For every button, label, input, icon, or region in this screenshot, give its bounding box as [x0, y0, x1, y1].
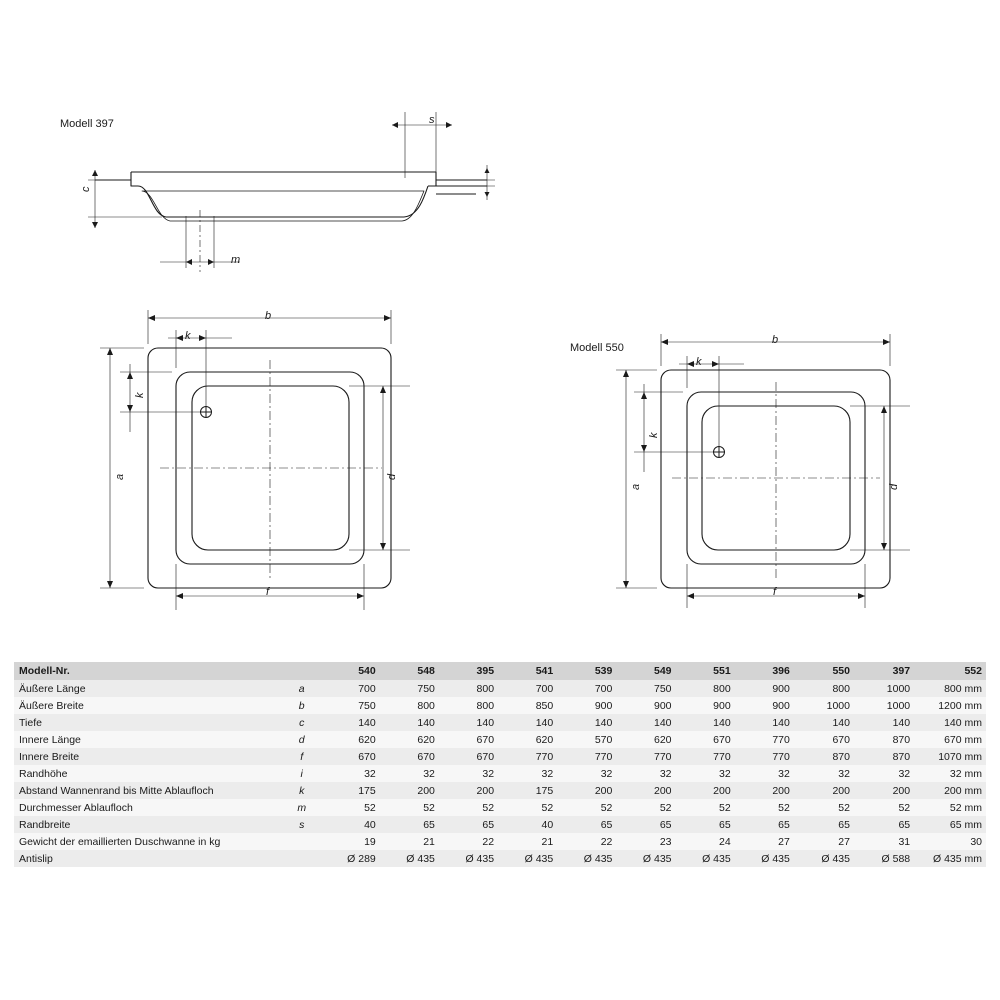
- cell: Ø 435: [702, 852, 731, 865]
- cell: 620: [358, 733, 376, 746]
- table-header-row: [14, 662, 986, 680]
- cell: 670: [476, 733, 495, 746]
- rect-model-label: Modell 550: [570, 342, 624, 354]
- row-symbol: a: [298, 682, 305, 695]
- cell: 65: [719, 818, 731, 831]
- cell: 140: [654, 716, 672, 729]
- table-row: [14, 748, 986, 765]
- rect-dim-a: a: [630, 483, 642, 490]
- cell: 700: [594, 682, 613, 695]
- cell: 52: [778, 801, 790, 814]
- cell: 200: [417, 784, 435, 797]
- cell: 175: [358, 784, 376, 797]
- cell: 570: [594, 733, 613, 746]
- cell: 670: [713, 733, 731, 746]
- cell: 32: [898, 767, 911, 780]
- cell: 23: [659, 835, 672, 848]
- cell: 52: [659, 801, 672, 814]
- cell: 65: [778, 818, 790, 831]
- cell: 52: [719, 801, 731, 814]
- cell: 1000: [886, 699, 911, 712]
- cell: 200: [772, 784, 790, 797]
- cell: 200: [654, 784, 672, 797]
- table-body: [14, 680, 986, 867]
- row-symbol: [283, 833, 321, 850]
- cell: 200: [713, 784, 731, 797]
- row-label: Innere Breite: [19, 750, 80, 763]
- cell: 52: [423, 801, 435, 814]
- spec-table: [14, 662, 986, 867]
- cell: 27: [778, 835, 790, 848]
- cell: 620: [654, 733, 672, 746]
- row-symbol: i: [300, 767, 303, 780]
- cell: 40: [541, 818, 554, 831]
- cell: 140: [892, 716, 911, 729]
- cell: 700: [535, 682, 554, 695]
- header-model-8: 550: [794, 662, 854, 680]
- row-symbol: f: [300, 750, 304, 763]
- cell: 22: [482, 835, 495, 848]
- row-label: Äußere Länge: [19, 682, 86, 695]
- cell: 200: [832, 784, 850, 797]
- cell: 30: [970, 835, 982, 848]
- cell: 770: [772, 733, 790, 746]
- cell: 52: [838, 801, 850, 814]
- cell: 670: [417, 750, 435, 763]
- cell: 870: [892, 750, 911, 763]
- cell: 32: [364, 767, 376, 780]
- cell: 1000: [886, 682, 911, 695]
- header-model-0: 540: [321, 662, 380, 680]
- cell: Ø 435: [761, 852, 790, 865]
- cell: 65 mm: [949, 818, 982, 831]
- cell: 870: [892, 733, 911, 746]
- rect-dim-f: f: [773, 586, 777, 598]
- cell: 65: [659, 818, 672, 831]
- table-row: [14, 680, 986, 697]
- cell: 32: [719, 767, 731, 780]
- cell: Ø 435: [524, 852, 554, 865]
- header-model-10: 552: [914, 662, 986, 680]
- square-dim-k-left: k: [134, 392, 146, 398]
- header-symbol: [283, 662, 321, 680]
- row-symbol: m: [297, 801, 307, 814]
- square-dim-k-top: k: [185, 330, 191, 342]
- row-label: Abstand Wannenrand bis Mitte Ablaufloch: [19, 784, 214, 797]
- rect-dim-d: d: [888, 483, 900, 490]
- header-model-6: 551: [676, 662, 735, 680]
- row-label: Äußere Breite: [19, 699, 84, 712]
- cell: 65: [423, 818, 435, 831]
- header-model-3: 541: [498, 662, 557, 680]
- cell: 700: [358, 682, 376, 695]
- cell: 140: [476, 716, 495, 729]
- section-view-drawing: [0, 0, 1000, 300]
- cell: 200 mm: [944, 784, 982, 797]
- cell: 670 mm: [944, 733, 982, 746]
- row-label: Innere Länge: [19, 733, 81, 746]
- cell: 52: [600, 801, 613, 814]
- cell: 900: [654, 699, 672, 712]
- cell: 140: [713, 716, 731, 729]
- cell: 620: [417, 733, 435, 746]
- cell: 140: [594, 716, 613, 729]
- row-label: Gewicht der emaillierten Duschwanne in kg: [19, 835, 221, 848]
- cell: 670: [358, 750, 376, 763]
- square-dim-f: f: [266, 586, 270, 598]
- cell: 32: [778, 767, 790, 780]
- cell: 140: [417, 716, 435, 729]
- cell: Ø 435: [406, 852, 435, 865]
- table-row: [14, 850, 986, 867]
- header-model-9: 397: [854, 662, 914, 680]
- header-model-4: 539: [557, 662, 616, 680]
- cell: 750: [654, 682, 672, 695]
- rect-dim-k-top: k: [696, 356, 702, 368]
- cell: 21: [541, 835, 554, 848]
- cell: 1070 mm: [938, 750, 982, 763]
- cell: 27: [838, 835, 850, 848]
- header-label: Modell-Nr.: [14, 662, 283, 680]
- cell: Ø 289: [347, 852, 376, 865]
- square-dim-d: d: [386, 473, 398, 480]
- cell: Ø 435 mm: [932, 852, 982, 865]
- cell: 40: [364, 818, 376, 831]
- cell: 770: [713, 750, 731, 763]
- header-model-1: 548: [380, 662, 439, 680]
- cell: 32: [659, 767, 672, 780]
- cell: 24: [719, 835, 731, 848]
- cell: Ø 435: [583, 852, 613, 865]
- cell: 200: [476, 784, 495, 797]
- row-symbol: k: [299, 784, 305, 797]
- table-row: [14, 799, 986, 816]
- cell: 800: [476, 682, 495, 695]
- section-model-label: Modell 397: [60, 118, 114, 130]
- cell: 65: [600, 818, 613, 831]
- cell: 32: [482, 767, 495, 780]
- cell: 175: [535, 784, 554, 797]
- section-dim-c: c: [80, 186, 92, 192]
- cell: 800: [713, 682, 731, 695]
- row-label: Tiefe: [19, 716, 42, 729]
- cell: 32 mm: [949, 767, 982, 780]
- row-symbol: b: [298, 699, 305, 712]
- table-row: [14, 782, 986, 799]
- header-model-7: 396: [735, 662, 794, 680]
- row-symbol: [283, 850, 321, 867]
- row-symbol: c: [299, 716, 305, 729]
- cell: 140: [832, 716, 850, 729]
- cell: 620: [535, 733, 554, 746]
- cell: 52: [898, 801, 911, 814]
- cell: 19: [364, 835, 376, 848]
- cell: 770: [535, 750, 554, 763]
- cell: 31: [898, 835, 911, 848]
- cell: 52: [541, 801, 554, 814]
- table-row: [14, 816, 986, 833]
- cell: 800: [417, 699, 435, 712]
- header-model-2: 395: [439, 662, 498, 680]
- cell: 140 mm: [944, 716, 982, 729]
- row-label: Durchmesser Ablaufloch: [19, 801, 133, 814]
- cell: 850: [535, 699, 554, 712]
- cell: 1000: [826, 699, 850, 712]
- cell: 65: [482, 818, 495, 831]
- cell: 22: [600, 835, 613, 848]
- square-dim-a: a: [114, 473, 126, 480]
- table-row: [14, 697, 986, 714]
- cell: 670: [832, 733, 850, 746]
- cell: 140: [535, 716, 554, 729]
- cell: 750: [417, 682, 435, 695]
- plan-view-rect-drawing: [0, 300, 1000, 700]
- cell: 140: [358, 716, 376, 729]
- cell: 32: [600, 767, 613, 780]
- cell: 900: [772, 682, 790, 695]
- cell: 670: [476, 750, 495, 763]
- cell: 52 mm: [949, 801, 982, 814]
- cell: 800 mm: [944, 682, 982, 695]
- cell: 800: [476, 699, 495, 712]
- row-label: Randbreite: [19, 818, 71, 831]
- square-dim-b: b: [265, 310, 272, 322]
- cell: 21: [423, 835, 435, 848]
- cell: Ø 435: [465, 852, 495, 865]
- cell: Ø 435: [642, 852, 672, 865]
- cell: 770: [772, 750, 790, 763]
- cell: 870: [832, 750, 850, 763]
- header-model-5: 549: [616, 662, 675, 680]
- cell: 32: [838, 767, 850, 780]
- specification-table: [14, 662, 986, 867]
- cell: Ø 435: [821, 852, 850, 865]
- cell: 200: [892, 784, 911, 797]
- cell: Ø 588: [881, 852, 911, 865]
- cell: 65: [898, 818, 911, 831]
- cell: 32: [541, 767, 554, 780]
- cell: 65: [838, 818, 850, 831]
- cell: 770: [654, 750, 672, 763]
- cell: 800: [832, 682, 850, 695]
- cell: 140: [772, 716, 790, 729]
- section-dim-m: m: [231, 254, 241, 266]
- table-row: [14, 714, 986, 731]
- rect-dim-b: b: [772, 334, 779, 346]
- table-row: [14, 731, 986, 748]
- cell: 900: [594, 699, 613, 712]
- cell: 1200 mm: [938, 699, 982, 712]
- cell: 770: [594, 750, 613, 763]
- section-dim-s: s: [429, 114, 435, 126]
- rect-dim-k-left: k: [648, 432, 660, 438]
- cell: 750: [358, 699, 376, 712]
- cell: 52: [364, 801, 376, 814]
- row-label: Randhöhe: [19, 767, 68, 780]
- cell: 200: [594, 784, 613, 797]
- cell: 900: [713, 699, 731, 712]
- table-row: [14, 765, 986, 782]
- row-symbol: s: [299, 818, 305, 831]
- cell: 900: [772, 699, 790, 712]
- cell: 32: [423, 767, 435, 780]
- cell: 52: [482, 801, 495, 814]
- row-symbol: d: [298, 733, 305, 746]
- row-label: Antislip: [19, 852, 53, 865]
- table-row: [14, 833, 986, 850]
